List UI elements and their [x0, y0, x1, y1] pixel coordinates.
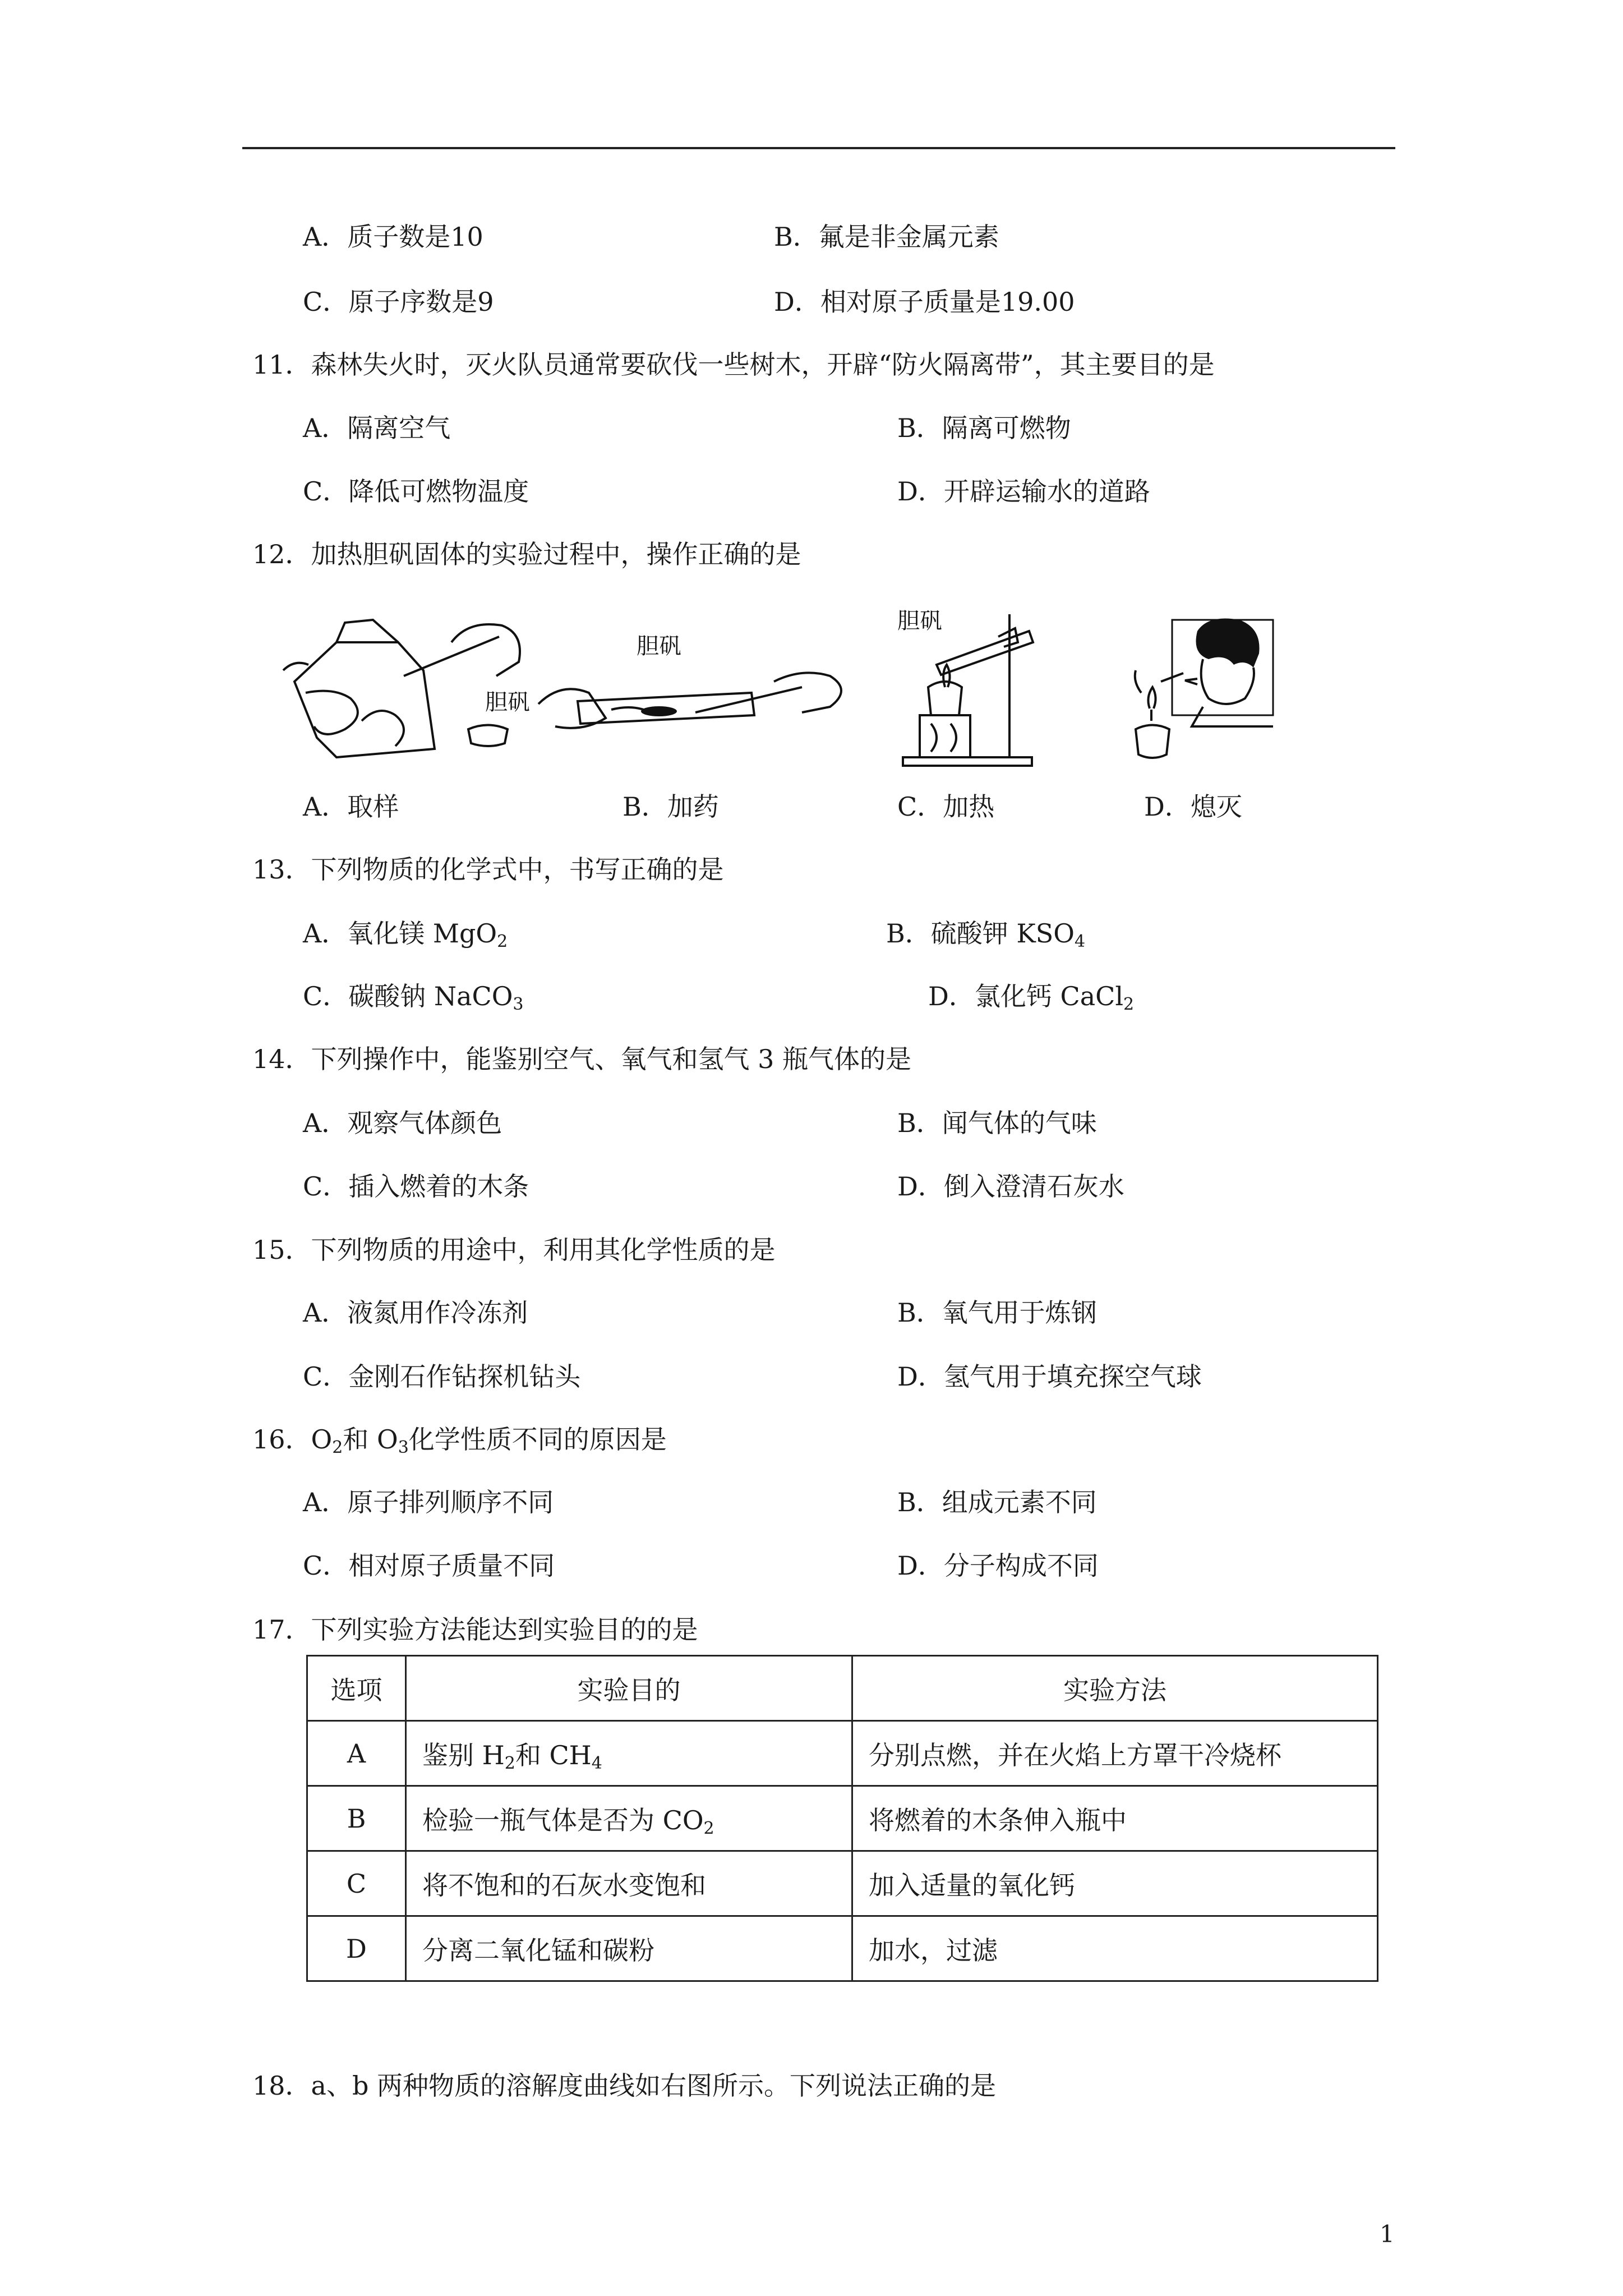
row-option: B: [307, 1786, 406, 1851]
row-method: 分别点燃，并在火焰上方罩干冷烧杯: [852, 1721, 1378, 1786]
q10-option-a[interactable]: A．质子数是10: [303, 222, 483, 252]
q15-option-d[interactable]: D．氢气用于填充探空气球: [897, 1361, 1202, 1392]
q16-option-c[interactable]: C．相对原子质量不同: [303, 1550, 555, 1581]
q13-option-d[interactable]: D．氯化钙 CaCl$_2$: [928, 981, 1135, 1014]
q10-option-b[interactable]: B．氟是非金属元素: [774, 222, 999, 252]
q10-option-c[interactable]: C．原子序数是9: [303, 287, 494, 317]
q15-option-a[interactable]: A．液氮用作冷冻剂: [303, 1297, 528, 1328]
table-row[interactable]: [307, 1851, 1378, 1916]
figure-adding: [538, 620, 852, 749]
row-option: D: [307, 1916, 406, 1981]
q14-option-b[interactable]: B．闻气体的气味: [897, 1108, 1097, 1138]
q14-option-c[interactable]: C．插入燃着的木条: [303, 1171, 529, 1202]
q15-stem: 15．下列物质的用途中，利用其化学性质的是: [252, 1235, 776, 1265]
figure-heating-label: 胆矾: [897, 608, 942, 634]
page-number: 1: [1380, 2220, 1395, 2248]
row-goal: 鉴别 $H_2$和 $CH_4$: [406, 1721, 852, 1786]
figure-adding-label: 胆矾: [637, 633, 681, 659]
q11-option-c[interactable]: C．降低可燃物温度: [303, 476, 529, 507]
header-method: 实验方法: [852, 1656, 1378, 1721]
q13-option-b[interactable]: B．硫酸钾 $KSO_4$: [886, 918, 1086, 951]
q11-stem: 11．森林失火时，灭火队员通常要砍伐一些树木，开辟“防火隔离带”，其主要目的是: [252, 349, 1215, 380]
q18-stem: 18．a、b 两种物质的溶解度曲线如右图所示。下列说法正确的是: [252, 2070, 997, 2101]
table-header-row: [307, 1656, 1378, 1721]
q12-option-b[interactable]: B．加药: [623, 792, 719, 822]
q16-option-d[interactable]: D．分子构成不同: [897, 1550, 1099, 1581]
q15-option-b[interactable]: B．氧气用于炼钢: [897, 1297, 1097, 1328]
header-goal: 实验目的: [406, 1656, 852, 1721]
row-option: A: [307, 1721, 406, 1786]
q17-stem: 17．下列实验方法能达到实验目的的是: [252, 1614, 698, 1645]
q13-stem: 13．下列物质的化学式中，书写正确的是: [252, 854, 724, 885]
q12-option-a[interactable]: A．取样: [303, 792, 399, 822]
experiment-table: [306, 1655, 1378, 1982]
q13-option-c[interactable]: C．碳酸钠 NaCO$_3$: [303, 981, 524, 1014]
row-option: C: [307, 1851, 406, 1916]
row-goal: 检验一瓶气体是否为 $CO_2$: [406, 1786, 852, 1851]
q15-option-c[interactable]: C．金刚石作钻探机钻头: [303, 1361, 581, 1392]
q14-option-d[interactable]: D．倒入澄清石灰水: [897, 1171, 1124, 1202]
q12-stem: 12．加热胆矾固体的实验过程中，操作正确的是: [252, 539, 801, 569]
row-method: 加入适量的氧化钙: [852, 1851, 1378, 1916]
q11-option-d[interactable]: D．开辟运输水的道路: [897, 476, 1150, 507]
q16-option-b[interactable]: B．组成元素不同: [897, 1487, 1097, 1517]
q11-option-a[interactable]: A．隔离空气: [303, 413, 451, 443]
row-method: 将燃着的木条伸入瓶中: [852, 1786, 1378, 1851]
q12-option-d[interactable]: D．熄灭: [1144, 792, 1242, 822]
table-row[interactable]: [307, 1916, 1378, 1981]
q16-option-a[interactable]: A．原子排列顺序不同: [303, 1487, 554, 1517]
figure-heating: [897, 603, 1060, 771]
figure-sampling-label: 胆矾: [485, 689, 530, 715]
row-goal: 将不饱和的石灰水变饱和: [406, 1851, 852, 1916]
q16-stem: 16．$O_2$和 $O_3$化学性质不同的原因是: [252, 1424, 667, 1457]
row-method: 加水，过滤: [852, 1916, 1378, 1981]
q11-option-b[interactable]: B．隔离可燃物: [897, 413, 1071, 443]
table-row[interactable]: [307, 1786, 1378, 1851]
q10-option-d[interactable]: D．相对原子质量是19.00: [774, 287, 1075, 317]
figure-extinguishing: [1119, 614, 1276, 771]
q13-option-a[interactable]: A．氧化镁 MgO$_2$: [303, 918, 508, 951]
q12-option-c[interactable]: C．加热: [897, 792, 995, 822]
q14-option-a[interactable]: A．观察气体颜色: [303, 1108, 502, 1138]
row-goal: 分离二氧化锰和碳粉: [406, 1916, 852, 1981]
header-option: 选项: [307, 1656, 406, 1721]
table-row[interactable]: [307, 1721, 1378, 1786]
header-rule: [242, 147, 1395, 149]
q14-stem: 14．下列操作中，能鉴别空气、氧气和氢气 3 瓶气体的是: [252, 1044, 912, 1074]
figure-sampling: [283, 609, 541, 760]
